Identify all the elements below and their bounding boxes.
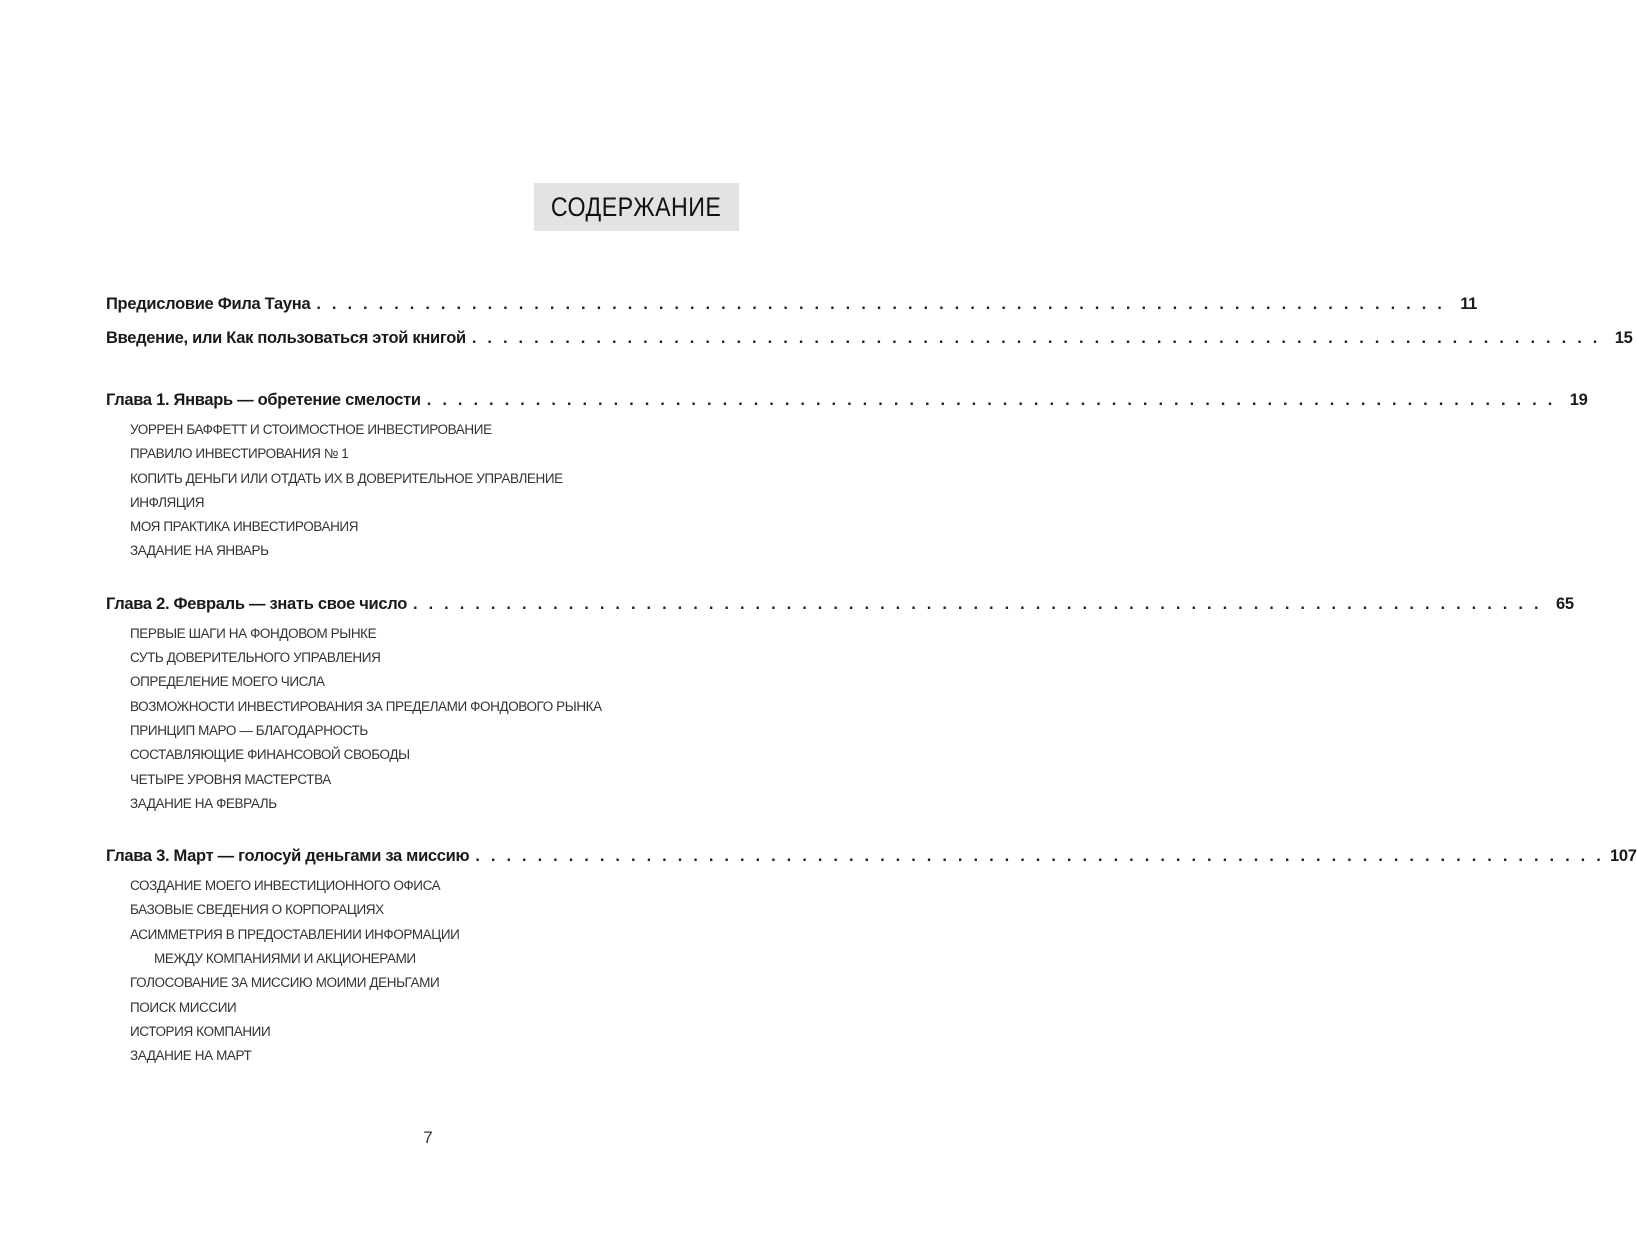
toc-section[interactable]: ПЕРВЫЕ ШАГИ НА ФОНДОВОМ РЫНКЕ (130, 625, 377, 641)
toc-entry-label: Предисловие Фила Тауна (106, 295, 311, 313)
toc-dot-leader: . . . . . . . . . . . . . . . . . . . . . . . . . . . . . . . . . . . . . . . . . . . . . . . . . . . . . . . . . . . . . . . . . . . . . . . . . (471, 329, 1601, 347)
toc-entry-introduction[interactable] (106, 324, 1633, 352)
table-of-contents (106, 290, 1637, 1069)
toc-section[interactable]: БАЗОВЫЕ СВЕДЕНИЯ О КОРПОРАЦИЯХ (130, 902, 384, 918)
toc-dot-leader: . . . . . . . . . . . . . . . . . . . . . . . . . . . . . . . . . . . . . . . . . . . . . . . . . . . . . . . . . . . . . . . . . . . . . . . . . (475, 847, 1605, 866)
toc-entry-page: 107 (1610, 847, 1637, 866)
toc-section[interactable]: ПРИНЦИП МАРО — БЛАГОДАРНОСТЬ (130, 722, 368, 738)
toc-entry-chapter-3[interactable] (106, 842, 1637, 870)
toc-entry-label: Введение, или Как пользоваться этой книгой (106, 329, 466, 347)
toc-section[interactable]: ИСТОРИЯ КОМПАНИИ (130, 1023, 271, 1039)
toc-entry-page: 11 (1460, 295, 1478, 313)
toc-entry-label: Глава 3. Март — голосуй деньгами за миссию (106, 847, 470, 866)
toc-dot-leader: . . . . . . . . . . . . . . . . . . . . . . . . . . . . . . . . . . . . . . . . . . . . . . . . . . . . . . . . . . . . . . . . . . . . . . . . . (413, 594, 1542, 613)
chapter-3-sections (106, 874, 720, 1068)
toc-dot-leader: . . . . . . . . . . . . . . . . . . . . . . . . . . . . . . . . . . . . . . . . . . . . . . . . . . . . . . . . . . . . . . . . . . . . . . . . . (316, 295, 1446, 313)
contents-title-box (534, 183, 739, 231)
toc-entry-page: 19 (1569, 391, 1588, 409)
toc-dot-leader: . . . . . . . . . . . . . . . . . . . . . . . . . . . . . . . . . . . . . . . . . . . . . . . . . . . . . . . . . . . . . . . . . . . . . . . . . (426, 391, 1556, 409)
toc-section[interactable]: ПРАВИЛО ИНВЕСТИРОВАНИЯ № 1 (130, 446, 349, 462)
chapter-2-sections (106, 622, 720, 816)
toc-entry-chapter-2[interactable] (106, 590, 1574, 618)
toc-section[interactable]: СОЗДАНИЕ МОЕГО ИНВЕСТИЦИОННОГО ОФИСА (130, 878, 441, 894)
toc-section[interactable]: ГОЛОСОВАНИЕ ЗА МИССИЮ МОИМИ ДЕНЬГАМИ (130, 975, 440, 991)
toc-section[interactable]: ВОЗМОЖНОСТИ ИНВЕСТИРОВАНИЯ ЗА ПРЕДЕЛАМИ ФОНДОВОГО РЫНКА (130, 698, 602, 714)
toc-section[interactable]: МОЯ ПРАКТИКА ИНВЕСТИРОВАНИЯ (130, 519, 359, 535)
toc-section[interactable]: ЗАДАНИЕ НА МАРТ (130, 1048, 252, 1064)
toc-entry-label: Глава 1. Январь — обретение смелости (106, 391, 421, 409)
contents-title: СОДЕРЖАНИЕ (551, 191, 722, 222)
toc-section[interactable]: ПОИСК МИССИИ (130, 999, 237, 1015)
toc-section[interactable]: ОПРЕДЕЛЕНИЕ МОЕГО ЧИСЛА (130, 674, 325, 690)
toc-section[interactable]: ЧЕТЫРЕ УРОВНЯ МАСТЕРСТВА (130, 771, 331, 787)
page-number: 7 (423, 1128, 433, 1147)
toc-section[interactable]: СОСТАВЛЯЮЩИЕ ФИНАНСОВОЙ СВОБОДЫ (130, 747, 410, 763)
toc-section-continuation[interactable]: МЕЖДУ КОМПАНИЯМИ И АКЦИОНЕРАМИ (154, 951, 416, 967)
toc-entry-chapter-1[interactable] (106, 386, 1588, 414)
chapter-1-sections (106, 418, 720, 564)
toc-section[interactable]: ЗАДАНИЕ НА ФЕВРАЛЬ (130, 795, 277, 811)
toc-section[interactable]: ЗАДАНИЕ НА ЯНВАРЬ (130, 543, 269, 559)
toc-section[interactable]: КОПИТЬ ДЕНЬГИ ИЛИ ОТДАТЬ ИХ В ДОВЕРИТЕЛЬНОЕ УПРАВЛЕНИЕ (130, 470, 563, 486)
toc-entry-page: 65 (1555, 594, 1574, 613)
toc-entry-page: 15 (1614, 329, 1633, 347)
toc-section[interactable]: УОРРЕН БАФФЕТТ И СТОИМОСТНОЕ ИНВЕСТИРОВАНИЕ (130, 422, 492, 437)
toc-entry-preface[interactable] (106, 290, 1478, 318)
toc-entry-label: Глава 2. Февраль — знать свое число (106, 594, 408, 613)
toc-section[interactable]: СУТЬ ДОВЕРИТЕЛЬНОГО УПРАВЛЕНИЯ (130, 650, 381, 666)
toc-section[interactable]: АСИММЕТРИЯ В ПРЕДОСТАВЛЕНИИ ИНФОРМАЦИИ (130, 926, 460, 942)
toc-section[interactable]: ИНФЛЯЦИЯ (130, 494, 205, 510)
